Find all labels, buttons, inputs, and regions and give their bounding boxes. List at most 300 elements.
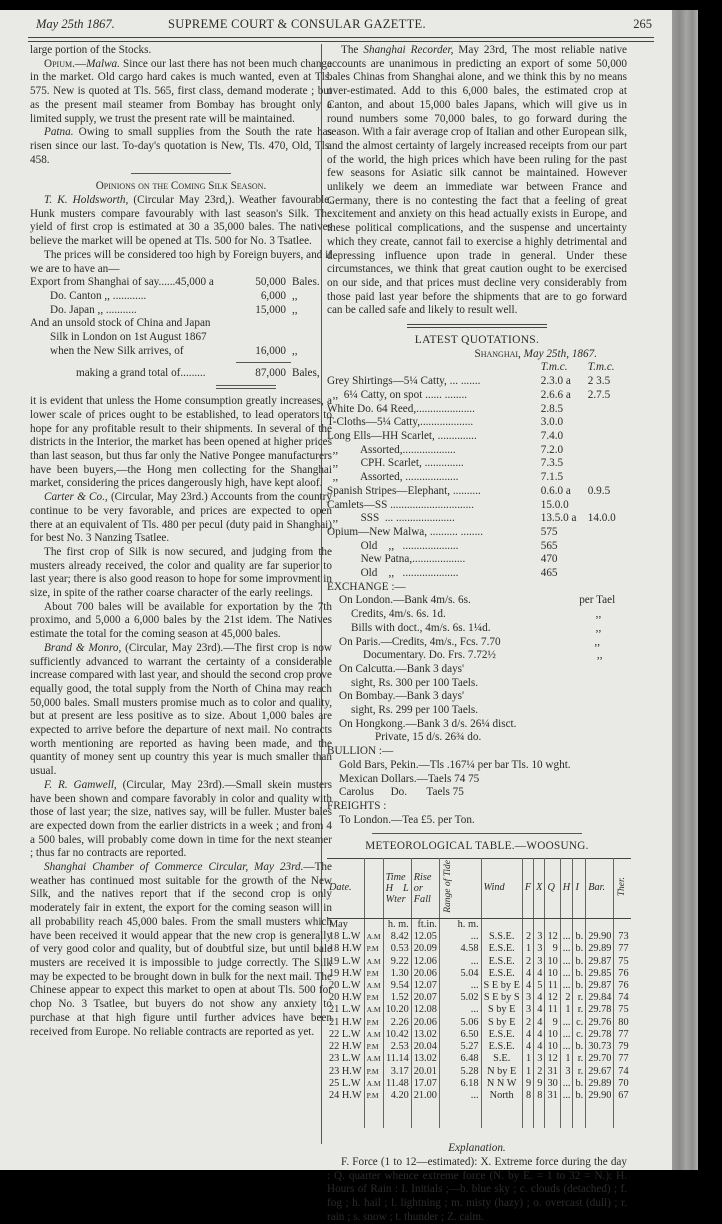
quotation-price: 7.1.5 xyxy=(540,471,564,484)
met-cell: ... xyxy=(560,956,573,968)
met-cell: 2 xyxy=(522,956,533,968)
met-cell: 3 xyxy=(534,1053,545,1065)
quotation-label: New Patna,................... xyxy=(327,553,466,566)
quotations-units xyxy=(327,361,627,375)
header-rule xyxy=(28,37,654,42)
met-cell: 1.30 xyxy=(383,968,411,980)
quotations-place: Shanghai, xyxy=(474,347,521,360)
quotation-label: ,, Assorted, ................... xyxy=(327,471,459,484)
patna-label: Patna. xyxy=(44,126,74,139)
patna-paragraph xyxy=(30,126,332,167)
recorder-name: Shanghai Recorder, xyxy=(363,44,454,56)
met-unit-cell xyxy=(560,919,573,932)
met-cell: ... xyxy=(560,931,573,943)
exchange-label: Documentary. Do. Frs. 7.72½ xyxy=(363,649,496,662)
met-cell: A.M xyxy=(364,931,383,943)
quotation-price: 7.2.0 xyxy=(540,443,564,456)
exchange-unit: ,, xyxy=(595,621,602,634)
exchange-unit: per Tael xyxy=(579,594,616,607)
quotation-price-high: 0.9.5 xyxy=(587,484,611,497)
met-cell: 12.06 xyxy=(411,956,439,968)
met-cell: 25 L.W xyxy=(329,1077,361,1089)
freights-list xyxy=(327,814,627,828)
met-cell: 29.78 xyxy=(586,1004,614,1016)
met-cell: 20.09 xyxy=(411,943,439,955)
col-range xyxy=(439,859,481,919)
met-cell: 20 L.W xyxy=(329,980,361,992)
export-row xyxy=(30,290,332,304)
col-date: Date. xyxy=(327,859,364,919)
exchange-row xyxy=(327,663,627,677)
quotation-label: ,, Assorted,................... xyxy=(327,443,456,456)
met-cell: 12 xyxy=(545,1053,560,1065)
met-cell: 11.14 xyxy=(383,1053,411,1065)
quotation-price: 7.3.5 xyxy=(540,457,564,470)
met-cell: ... xyxy=(560,1090,573,1102)
quotations-list xyxy=(327,375,627,581)
met-cell: 12 xyxy=(545,931,560,943)
met-cell: b. xyxy=(573,943,586,955)
quotation-label: White Do. 64 Reed,..................... xyxy=(327,402,475,415)
export-table xyxy=(30,276,332,389)
quotation-price-high xyxy=(588,444,627,458)
met-unit-cell xyxy=(614,919,631,932)
quotation-label: Old ,, .................... xyxy=(327,567,459,580)
export-row xyxy=(30,276,332,290)
met-cell: 24 H.W xyxy=(329,1089,362,1101)
exchange-unit: ,, xyxy=(596,649,603,662)
met-cell: 29.90 xyxy=(586,931,614,943)
col-rise: Rise or Fall xyxy=(411,859,439,919)
met-cell: b. xyxy=(573,1078,586,1090)
quotation-row xyxy=(327,403,627,417)
met-cell: 76 xyxy=(614,980,631,992)
met-cell: 10 xyxy=(545,1029,560,1041)
quotation-price-high xyxy=(588,540,627,554)
met-cell: 4 xyxy=(534,1041,545,1053)
exchange-list xyxy=(327,594,627,745)
met-row xyxy=(327,1066,631,1078)
met-cell: 2 xyxy=(522,1017,533,1029)
met-cell: 2.53 xyxy=(383,1041,411,1053)
total-row xyxy=(30,367,332,381)
quotation-row xyxy=(327,389,627,403)
met-cell: r. xyxy=(573,992,586,1004)
exchange-row xyxy=(327,636,627,650)
met-cell: 18 H.W xyxy=(329,943,362,955)
quotation-price: 15.0.0 xyxy=(540,498,569,511)
met-cell: 5.02 xyxy=(439,992,481,1004)
carter-text: (Circular, May 23rd.) Accounts from the country continue to be very favorable, and prices are expected to open there at an equivalent of Tls. 480 per pecul (duty paid in Shanghai) for best No. 3 Nanzing Tsatlee. xyxy=(30,491,332,545)
brand-name: Brand & Monro, xyxy=(44,641,122,654)
quotations-dateline xyxy=(327,348,627,362)
quotation-label: Camlets—SS .............................. xyxy=(327,498,474,511)
met-cell: r. xyxy=(573,1053,586,1065)
unsold-line-1: And an unsold stock of China and Japan xyxy=(30,317,211,330)
export-label: Export from Shanghai of say......45,000 a xyxy=(30,276,214,289)
met-cell: 73 xyxy=(614,931,631,943)
prices-paragraph: The prices will be considered too high by Foreign buyers, and if we are to have an— xyxy=(30,248,332,275)
total-label: making a grand total of......... xyxy=(76,367,206,380)
quotation-price-high xyxy=(588,526,627,540)
brand-paragraph xyxy=(30,642,332,779)
met-cell: 3 xyxy=(522,992,533,1004)
unsold-unit: ,, xyxy=(292,344,298,357)
met-cell: 20.07 xyxy=(411,992,439,1004)
quotation-row xyxy=(327,499,627,513)
quotations-title: LATEST QUOTATIONS. xyxy=(414,334,540,347)
quotation-label: Old ,, .................... xyxy=(327,539,459,552)
opium-label: Opium.— xyxy=(44,57,87,70)
export-value: 15,000 xyxy=(255,303,286,316)
met-cell: 9 xyxy=(534,1078,545,1090)
met-cell: 3.17 xyxy=(383,1066,411,1078)
quotations-date: May 25th, 1867. xyxy=(523,347,597,360)
met-cell: 1 xyxy=(560,1053,573,1065)
ther-label: Ther. xyxy=(617,876,628,897)
firstcrop-paragraph: The first crop of Silk is now secured, and judging from the musters already received, the color and quality are far superior to last year; there is also good reason to hope for some improvment in size, in spite of the rather coarse character of the early reelings. xyxy=(30,545,332,600)
exchange-row xyxy=(327,622,627,636)
exchange-unit xyxy=(567,690,627,704)
quotation-row xyxy=(327,540,627,554)
met-cell: 29.87 xyxy=(586,956,614,968)
met-row xyxy=(327,1004,631,1016)
quotation-price: 470 xyxy=(540,553,558,566)
met-cell: 22 H.W xyxy=(329,1041,362,1053)
quotation-price: 575 xyxy=(540,525,558,538)
met-cell: 9 xyxy=(522,1078,533,1090)
met-cell: P.M xyxy=(364,1017,383,1029)
met-unit-cell: h. m. xyxy=(439,919,481,932)
met-row xyxy=(327,1041,631,1053)
holdsworth-name: T. K. Holdsworth, xyxy=(44,194,129,207)
col-h: H xyxy=(560,859,573,919)
quotation-row xyxy=(327,553,627,567)
quotation-price: 0.6.0 a xyxy=(540,484,571,497)
total-value: 87,000 xyxy=(255,367,286,380)
quotation-label: Grey Shirtings—5¼ Catty, ... ....... xyxy=(327,375,481,388)
carter-paragraph xyxy=(30,491,332,546)
exchange-unit xyxy=(567,663,627,677)
met-spacer-row xyxy=(327,1102,631,1128)
met-cell: 10 xyxy=(545,1041,560,1053)
met-cell: 3 xyxy=(534,943,545,955)
met-cell: 23 L.W xyxy=(329,1053,361,1065)
quotation-label: ,, 6¼ Catty, on spot ...... ........ xyxy=(327,388,468,401)
met-cell: 31 xyxy=(545,1066,560,1078)
met-cell: r. xyxy=(573,1004,586,1016)
exchange-row xyxy=(327,677,627,691)
met-unit-cell: ft.in. xyxy=(411,919,439,932)
met-cell: 1 xyxy=(522,1053,533,1065)
met-cell: 4 xyxy=(522,980,533,992)
met-cell: 21.00 xyxy=(411,1090,439,1102)
met-cell: S by E xyxy=(481,1004,522,1016)
quotation-row xyxy=(327,430,627,444)
quotation-row xyxy=(327,444,627,458)
unit-col-2: T.m.c. xyxy=(587,361,615,374)
quotation-price-high xyxy=(588,567,627,581)
met-cell: S E by E xyxy=(481,980,522,992)
met-cell: P.M xyxy=(364,943,383,955)
met-cell: 19 L.W xyxy=(329,955,361,967)
exchange-unit: ,, xyxy=(595,608,602,621)
met-cell: 12 xyxy=(545,992,560,1004)
export-value: 50,000 xyxy=(255,276,286,289)
export-row xyxy=(30,304,332,318)
bullion-row: Mexican Dollars.—Taels 74 75 xyxy=(339,772,480,785)
quotation-price-high xyxy=(588,457,627,471)
met-cell: 29.70 xyxy=(586,1053,614,1065)
met-cell: 9.54 xyxy=(383,980,411,992)
quotation-row xyxy=(327,485,627,499)
met-cell: 10.20 xyxy=(383,1004,411,1016)
quotation-price: 2.8.5 xyxy=(540,402,564,415)
right-column xyxy=(327,44,627,1224)
met-cell: 74 xyxy=(614,1066,631,1078)
met-cell: 5.06 xyxy=(439,1017,481,1029)
met-units-row xyxy=(327,919,631,932)
met-rule xyxy=(372,833,582,834)
quotation-row xyxy=(327,457,627,471)
exchange-row xyxy=(327,594,627,608)
quotation-price-high xyxy=(588,416,627,430)
sum-rule xyxy=(236,362,291,363)
met-cell: S E by S xyxy=(481,992,522,1004)
exchange-unit xyxy=(575,731,627,745)
met-cell: 1.52 xyxy=(383,992,411,1004)
holdsworth-paragraph xyxy=(30,194,332,249)
exchange-label: On Hongkong.—Bank 3 d/s. 26¼ disct. xyxy=(339,717,517,730)
export-unit: Bales. xyxy=(292,276,320,289)
met-cell: 4 xyxy=(534,1029,545,1041)
exchange-row xyxy=(327,649,627,663)
exchange-unit xyxy=(567,718,627,732)
quotation-row xyxy=(327,512,627,526)
quotation-row xyxy=(327,416,627,430)
met-cell: 79 xyxy=(614,1041,631,1053)
gamwell-text: (Circular, May 23rd).—Small skein musters have been shown and compare favorably in color and quality with those of last year; the size, natives say, will be fuller. Muster bales are expected down from the earlier districts in a week ; and from 4 a 500 bales, will probably come down in time for the next steamer ; thus far no contracts are reported. xyxy=(30,778,332,860)
met-cell: b. xyxy=(573,956,586,968)
met-cell: S by E xyxy=(481,1017,522,1029)
met-cell: r. xyxy=(573,1066,586,1078)
quotation-row xyxy=(327,375,627,389)
met-cell: 19 H.W xyxy=(329,967,362,979)
met-cell: E.S.E. xyxy=(481,1041,522,1053)
quotation-row xyxy=(327,526,627,540)
exchange-label: On London.—Bank 4m/s. 6s. xyxy=(339,594,471,607)
header-date: May 25th 1867. xyxy=(36,17,115,31)
met-cell: 75 xyxy=(614,1004,631,1016)
col-ampm xyxy=(364,859,383,919)
met-cell: 12.05 xyxy=(411,931,439,943)
met-cell: 22 L.W xyxy=(329,1028,361,1040)
met-cell: 2 xyxy=(534,1066,545,1078)
met-cell: 9 xyxy=(545,1017,560,1029)
met-cell: P.M xyxy=(364,968,383,980)
met-cell: 10.42 xyxy=(383,1029,411,1041)
book-page-edge xyxy=(672,10,698,1170)
patna-text: Owing to small supplies from the South the rate has risen since our last. To-day's quotation is New, Tls. 470, Old, Tls. 458. xyxy=(30,126,332,166)
chamber-paragraph xyxy=(30,861,332,1039)
met-cell: 0.53 xyxy=(383,943,411,955)
met-cell: 4.58 xyxy=(439,943,481,955)
exchange-row xyxy=(327,718,627,732)
unsold-row xyxy=(30,345,332,359)
export-unit: ,, xyxy=(292,303,298,316)
met-unit-cell xyxy=(522,919,533,932)
met-unit-cell xyxy=(364,919,383,932)
recorder-text: May 23rd, The most reliable native accounts are unanimous in predicting an export of some 50,000 bales Chinas from Shanghai alone, and we think this by no means over-estimated. Add to this 6,000 bales, the estimated crop at Canton, and about 15,000 bales Japans, which will give us in round numbers some 70,000 bales, to go forward during the season. With a fair average crop of Italian and other European silk, and the almost certainty of largely increased receipts from our part of the world, the high prices which have been ruling for the past few seasons for Asiatic silk cannot be maintained. However unlikely we deem an immediate war between France and Germany, there is no contesting the fact that a feeling of great excitement and anxiety on this head actually exists in Europe, and these political complications, and the suspense and uncertainty which they create, cannot fail to exercise a highly detrimental and depressing influence upon trade in general. Under these circumstances, we think that great caution ought to be exercised on our side, and that prices must decline very considerably from those paid last year before the shipments that are to go forward can be called safe and likely to result well. xyxy=(327,44,627,317)
quotation-price: 565 xyxy=(540,539,558,552)
exchange-unit xyxy=(570,704,627,718)
met-cell: 3 xyxy=(522,1004,533,1016)
met-cell: ... xyxy=(560,968,573,980)
met-cell: 8.42 xyxy=(383,931,411,943)
page-header xyxy=(30,17,652,35)
met-cell: b. xyxy=(573,1090,586,1102)
met-cell: 4 xyxy=(534,968,545,980)
section-rule xyxy=(131,173,231,174)
met-cell: 29.85 xyxy=(586,968,614,980)
col-x: X xyxy=(534,859,545,919)
met-cell: A.M xyxy=(364,980,383,992)
met-cell: 9.22 xyxy=(383,956,411,968)
met-cell: 18 L.W xyxy=(329,931,361,943)
met-cell: 4.20 xyxy=(383,1090,411,1102)
exchange-row xyxy=(327,704,627,718)
met-cell: 80 xyxy=(614,1017,631,1029)
met-cell: 29.89 xyxy=(586,943,614,955)
met-unit-cell: h. m. xyxy=(383,919,411,932)
met-cell: 11.48 xyxy=(383,1078,411,1090)
quotation-label: ,, CPH. Scarlet, .............. xyxy=(327,457,464,470)
met-cell: 5 xyxy=(534,980,545,992)
met-cell: ... xyxy=(560,1078,573,1090)
exchange-heading: EXCHANGE :— xyxy=(327,580,406,593)
met-cell: c. xyxy=(573,1029,586,1041)
col-bar: Bar. xyxy=(586,859,614,919)
met-cell: 10 xyxy=(545,956,560,968)
quotation-price-high xyxy=(588,553,627,567)
met-unit-cell xyxy=(534,919,545,932)
met-cell: 67 xyxy=(614,1090,631,1102)
met-cell: 29.78 xyxy=(586,1029,614,1041)
range-label: Range of Tide xyxy=(442,860,453,913)
about700-paragraph: About 700 bales will be available for exportation by the 7th proximo, and 5,000 a 6,000 bales by the 21st idem. The Natives estimate the total for the coming season at 45,000 bales. xyxy=(30,600,332,641)
met-cell: 8 xyxy=(522,1090,533,1102)
met-cell: 77 xyxy=(614,943,631,955)
explanation-title: Explanation. xyxy=(448,1142,506,1155)
met-cell: 3 xyxy=(534,931,545,943)
met-cell: P.M xyxy=(364,1066,383,1078)
met-row xyxy=(327,1017,631,1029)
met-cell: 29.90 xyxy=(586,1090,614,1102)
met-cell: 20 H.W xyxy=(329,992,362,1004)
met-cell: 74 xyxy=(614,992,631,1004)
met-cell: 4 xyxy=(534,992,545,1004)
met-cell: 21 H.W xyxy=(329,1016,362,1028)
quotation-price: 465 xyxy=(540,567,558,580)
col-q: Q xyxy=(545,859,560,919)
carter-name: Carter & Co., xyxy=(44,491,108,504)
bullion-row: Carolus Do. Taels 75 xyxy=(339,786,464,799)
met-cell: 10 xyxy=(545,968,560,980)
met-cell: 6.48 xyxy=(439,1053,481,1065)
exchange-label: On Calcutta.—Bank 3 days' xyxy=(339,662,465,675)
met-row xyxy=(327,1053,631,1065)
met-cell: 4 xyxy=(522,968,533,980)
bullion-list xyxy=(327,759,627,800)
met-cell: A.M xyxy=(364,1078,383,1090)
met-cell: ... xyxy=(439,1090,481,1102)
met-cell: 13.02 xyxy=(411,1029,439,1041)
met-cell: b. xyxy=(573,968,586,980)
met-cell: E.S.E. xyxy=(481,1029,522,1041)
met-cell: 20.04 xyxy=(411,1041,439,1053)
met-cell: ... xyxy=(560,980,573,992)
left-column xyxy=(30,44,332,1039)
unsold-line-2: Silk in London on 1st August 1867 xyxy=(50,331,207,344)
met-cell: 4 xyxy=(534,1004,545,1016)
met-cell: 5.27 xyxy=(439,1041,481,1053)
gamwell-paragraph xyxy=(30,779,332,861)
met-unit-cell xyxy=(586,919,614,932)
explanation-text: F. Force (1 to 12—estimated): X. Extreme force during the day : Q. quarter whence extreme force (N. by E. = 1 to 32 = N.): H. Hours of Rain : I. Initials ;—b. blue sky ; c. clouds (detached) ; f. fog ; h. hail ; l. lightning ; m. misty (hazy) ; o. overcast (dull) ; r. rain ; s. snow ; t. thunder ; Z. calm. xyxy=(327,1155,627,1223)
met-row xyxy=(327,956,631,968)
met-cell: ... xyxy=(560,1041,573,1053)
export-label: Do. Japan ,, ........... xyxy=(50,303,137,316)
export-label: Do. Canton ,, ............ xyxy=(50,289,147,302)
met-cell: S.S.E. xyxy=(481,931,522,943)
col-f: F xyxy=(522,859,533,919)
quotation-price: 2.6.6 a xyxy=(540,388,571,401)
met-cell: 29.87 xyxy=(586,980,614,992)
met-cell: 12.07 xyxy=(411,980,439,992)
quotation-label: Long Ells—HH Scarlet, .............. xyxy=(327,429,477,442)
quotation-label: T-Cloths—5¼ Catty,................... xyxy=(327,416,474,429)
quotation-row xyxy=(327,471,627,485)
bullion-heading: BULLION :— xyxy=(327,745,394,758)
meteorological-table xyxy=(327,858,631,1128)
quotation-price: 13.5.0 a xyxy=(540,512,577,525)
met-cell: P.M xyxy=(364,992,383,1004)
export-unit: ,, xyxy=(292,289,298,302)
met-cell: P.M xyxy=(364,1041,383,1053)
met-cell: A.M xyxy=(364,1053,383,1065)
met-cell: N by E xyxy=(481,1066,522,1078)
quotation-price: 7.4.0 xyxy=(540,429,564,442)
met-cell: b. xyxy=(573,980,586,992)
quotations-rule xyxy=(407,324,547,328)
met-cell: 12.08 xyxy=(411,1004,439,1016)
total-unit: Bales, xyxy=(292,367,320,380)
met-cell: ... xyxy=(439,956,481,968)
met-cell: 76 xyxy=(614,968,631,980)
malwa-label: Malwa. xyxy=(86,57,120,70)
met-cell: 2.26 xyxy=(383,1017,411,1029)
met-cell: 29.76 xyxy=(586,1017,614,1029)
exchange-label: Credits, 4m/s. 6s. 1d. xyxy=(351,608,446,621)
met-cell: 20.06 xyxy=(411,1017,439,1029)
stocks-continuation: large portion of the Stocks. xyxy=(30,44,152,56)
met-cell: A.M xyxy=(364,956,383,968)
met-cell: A.M xyxy=(364,1029,383,1041)
met-cell: 1 xyxy=(522,1066,533,1078)
recorder-pre: The xyxy=(341,44,364,56)
met-cell: 21 L.W xyxy=(329,1004,361,1016)
met-cell: N N W xyxy=(481,1078,522,1090)
